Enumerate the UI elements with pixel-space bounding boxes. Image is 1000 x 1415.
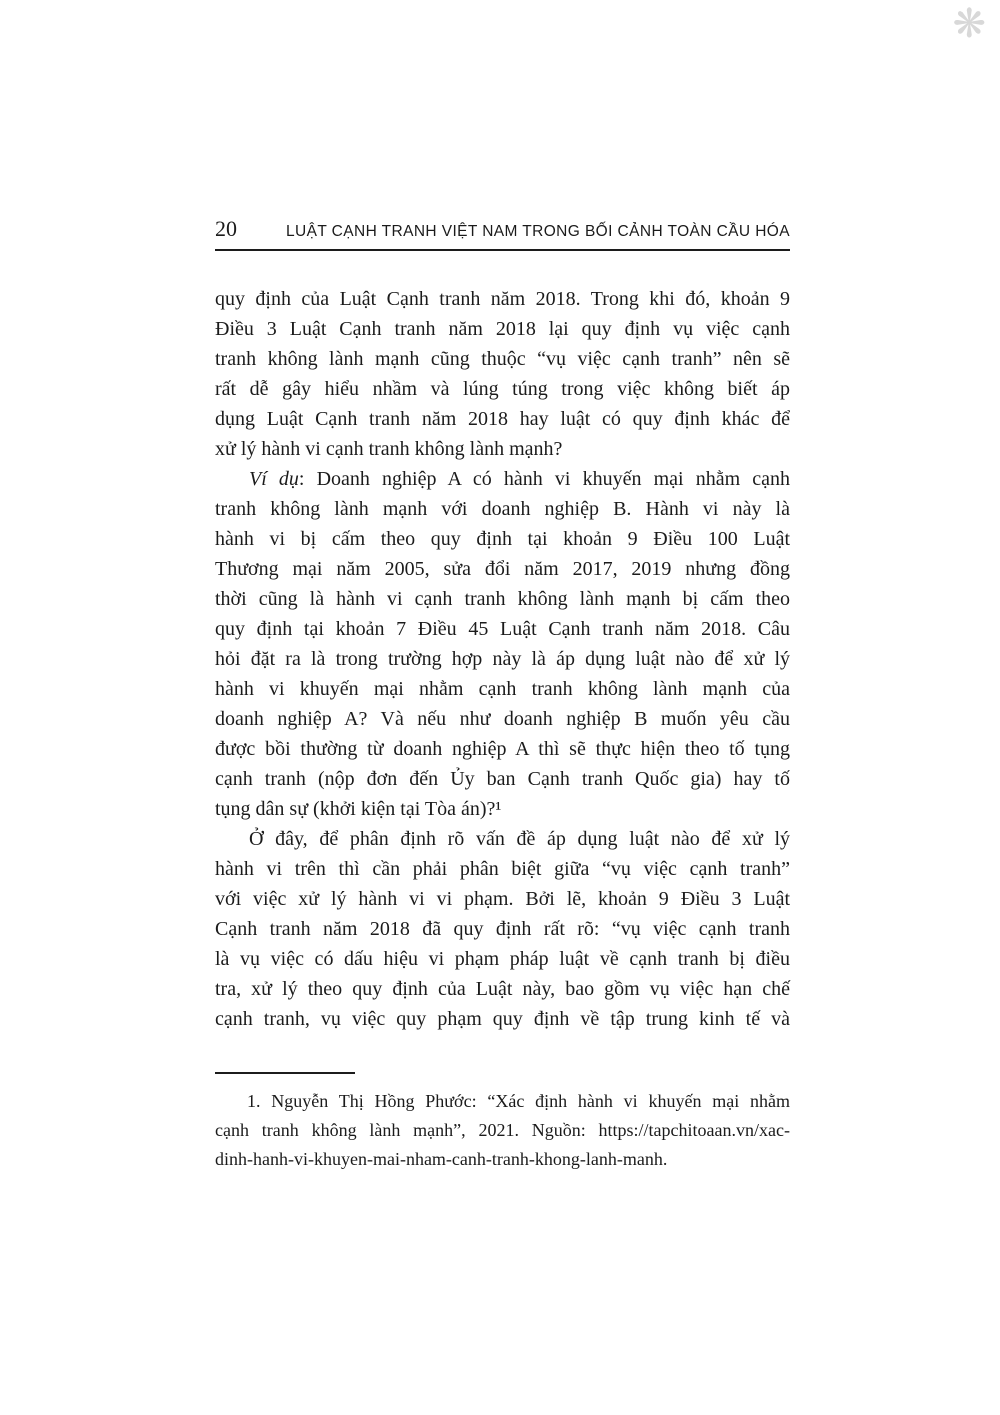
paragraph — [215, 284, 790, 464]
text-line: doanh nghiệp A? Và nếu như doanh nghiệp B muốn yêu cầu — [215, 708, 790, 730]
page-content — [215, 0, 790, 1174]
text-line: dụng Luật Cạnh tranh năm 2018 hay luật có quy định khác để — [215, 408, 790, 430]
text-line: rất dễ gây hiểu nhầm và lúng túng trong việc không biết áp — [215, 378, 790, 400]
footnote-line: cạnh tranh không lành mạnh”, 2021. Nguồn: https://tapchitoaan.vn/xac- — [215, 1120, 790, 1140]
text-line: Ở đây, để phân định rõ vấn đề áp dụng luật nào để xử lý — [249, 828, 790, 850]
footnote-line: dinh-hanh-vi-khuyen-mai-nham-canh-tranh-khong-lanh-manh. — [215, 1149, 668, 1169]
text-line: quy định tại khoản 7 Điều 45 Luật Cạnh tranh năm 2018. Câu — [215, 618, 790, 640]
text-line: với việc xử lý hành vi vi phạm. Bởi lẽ, khoản 9 Điều 3 Luật — [215, 888, 790, 910]
text-line: hỏi đặt ra là trong trường hợp này là áp dụng luật nào để xử lý — [215, 648, 790, 670]
running-header — [215, 218, 790, 251]
paragraph — [215, 824, 790, 1034]
text-line: tra, xử lý theo quy định của Luật này, bao gồm vụ việc hạn chế — [215, 978, 790, 1000]
text-line: tranh không lành mạnh cũng thuộc “vụ việc cạnh tranh” nên sẽ — [215, 348, 790, 370]
page-number: 20 — [215, 216, 237, 241]
paragraph — [215, 464, 790, 824]
text-line: quy định của Luật Cạnh tranh năm 2018. Trong khi đó, khoản 9 — [215, 288, 790, 310]
text-line: được bồi thường từ doanh nghiệp A thì sẽ thực hiện theo tố tụng — [215, 738, 790, 760]
text-line: Cạnh tranh năm 2018 đã quy định rất rõ: “vụ việc cạnh tranh — [215, 918, 790, 940]
body-text — [215, 284, 790, 1034]
text-line: hành vi trên thì cần phải phân biệt giữa “vụ việc cạnh tranh” — [215, 858, 790, 880]
flower-ornament-icon: ❋ — [952, 1, 986, 46]
text-line: hành vi khuyến mại nhằm cạnh tranh không lành mạnh của — [215, 678, 790, 700]
text-line: hành vi bị cấm theo quy định tại khoản 9 Điều 100 Luật — [215, 528, 790, 550]
footnote — [215, 1087, 790, 1174]
text-line: xử lý hành vi cạnh tranh không lành mạnh? — [215, 438, 563, 460]
example-lead-italic: Ví dụ — [249, 468, 299, 490]
text-line: Điều 3 Luật Cạnh tranh năm 2018 lại quy định vụ việc cạnh — [215, 318, 790, 340]
text-line: cạnh tranh, vụ việc quy phạm quy định về tập trung kinh tế và — [215, 1008, 790, 1030]
text-line: Thương mại năm 2005, sửa đổi năm 2017, 2019 nhưng đồng — [215, 558, 790, 580]
running-title: LUẬT CẠNH TRANH VIỆT NAM TRONG BỐI CẢNH TOÀN CẦU HÓA — [286, 223, 790, 240]
text-line: cạnh tranh (nộp đơn đến Ủy ban Cạnh tranh Quốc gia) hay tố — [215, 768, 790, 790]
text-line: thời cũng là hành vi cạnh tranh không lành mạnh bị cấm theo — [215, 588, 790, 610]
footnote-separator-rule — [215, 1072, 355, 1074]
text-line: là vụ việc có dấu hiệu vi phạm pháp luật về cạnh tranh bị điều — [215, 948, 790, 970]
text-line: tranh không lành mạnh với doanh nghiệp B. Hành vi này là — [215, 498, 790, 520]
text-line — [215, 464, 790, 494]
text-span: : Doanh nghiệp A có hành vi khuyến mại nhằm cạnh — [298, 468, 790, 490]
footnote-line: 1. Nguyễn Thị Hồng Phước: “Xác định hành vi khuyến mại nhằm — [247, 1091, 790, 1111]
text-line-with-footnote-ref: tụng dân sự (khởi kiện tại Tòa án)?¹ — [215, 798, 502, 820]
